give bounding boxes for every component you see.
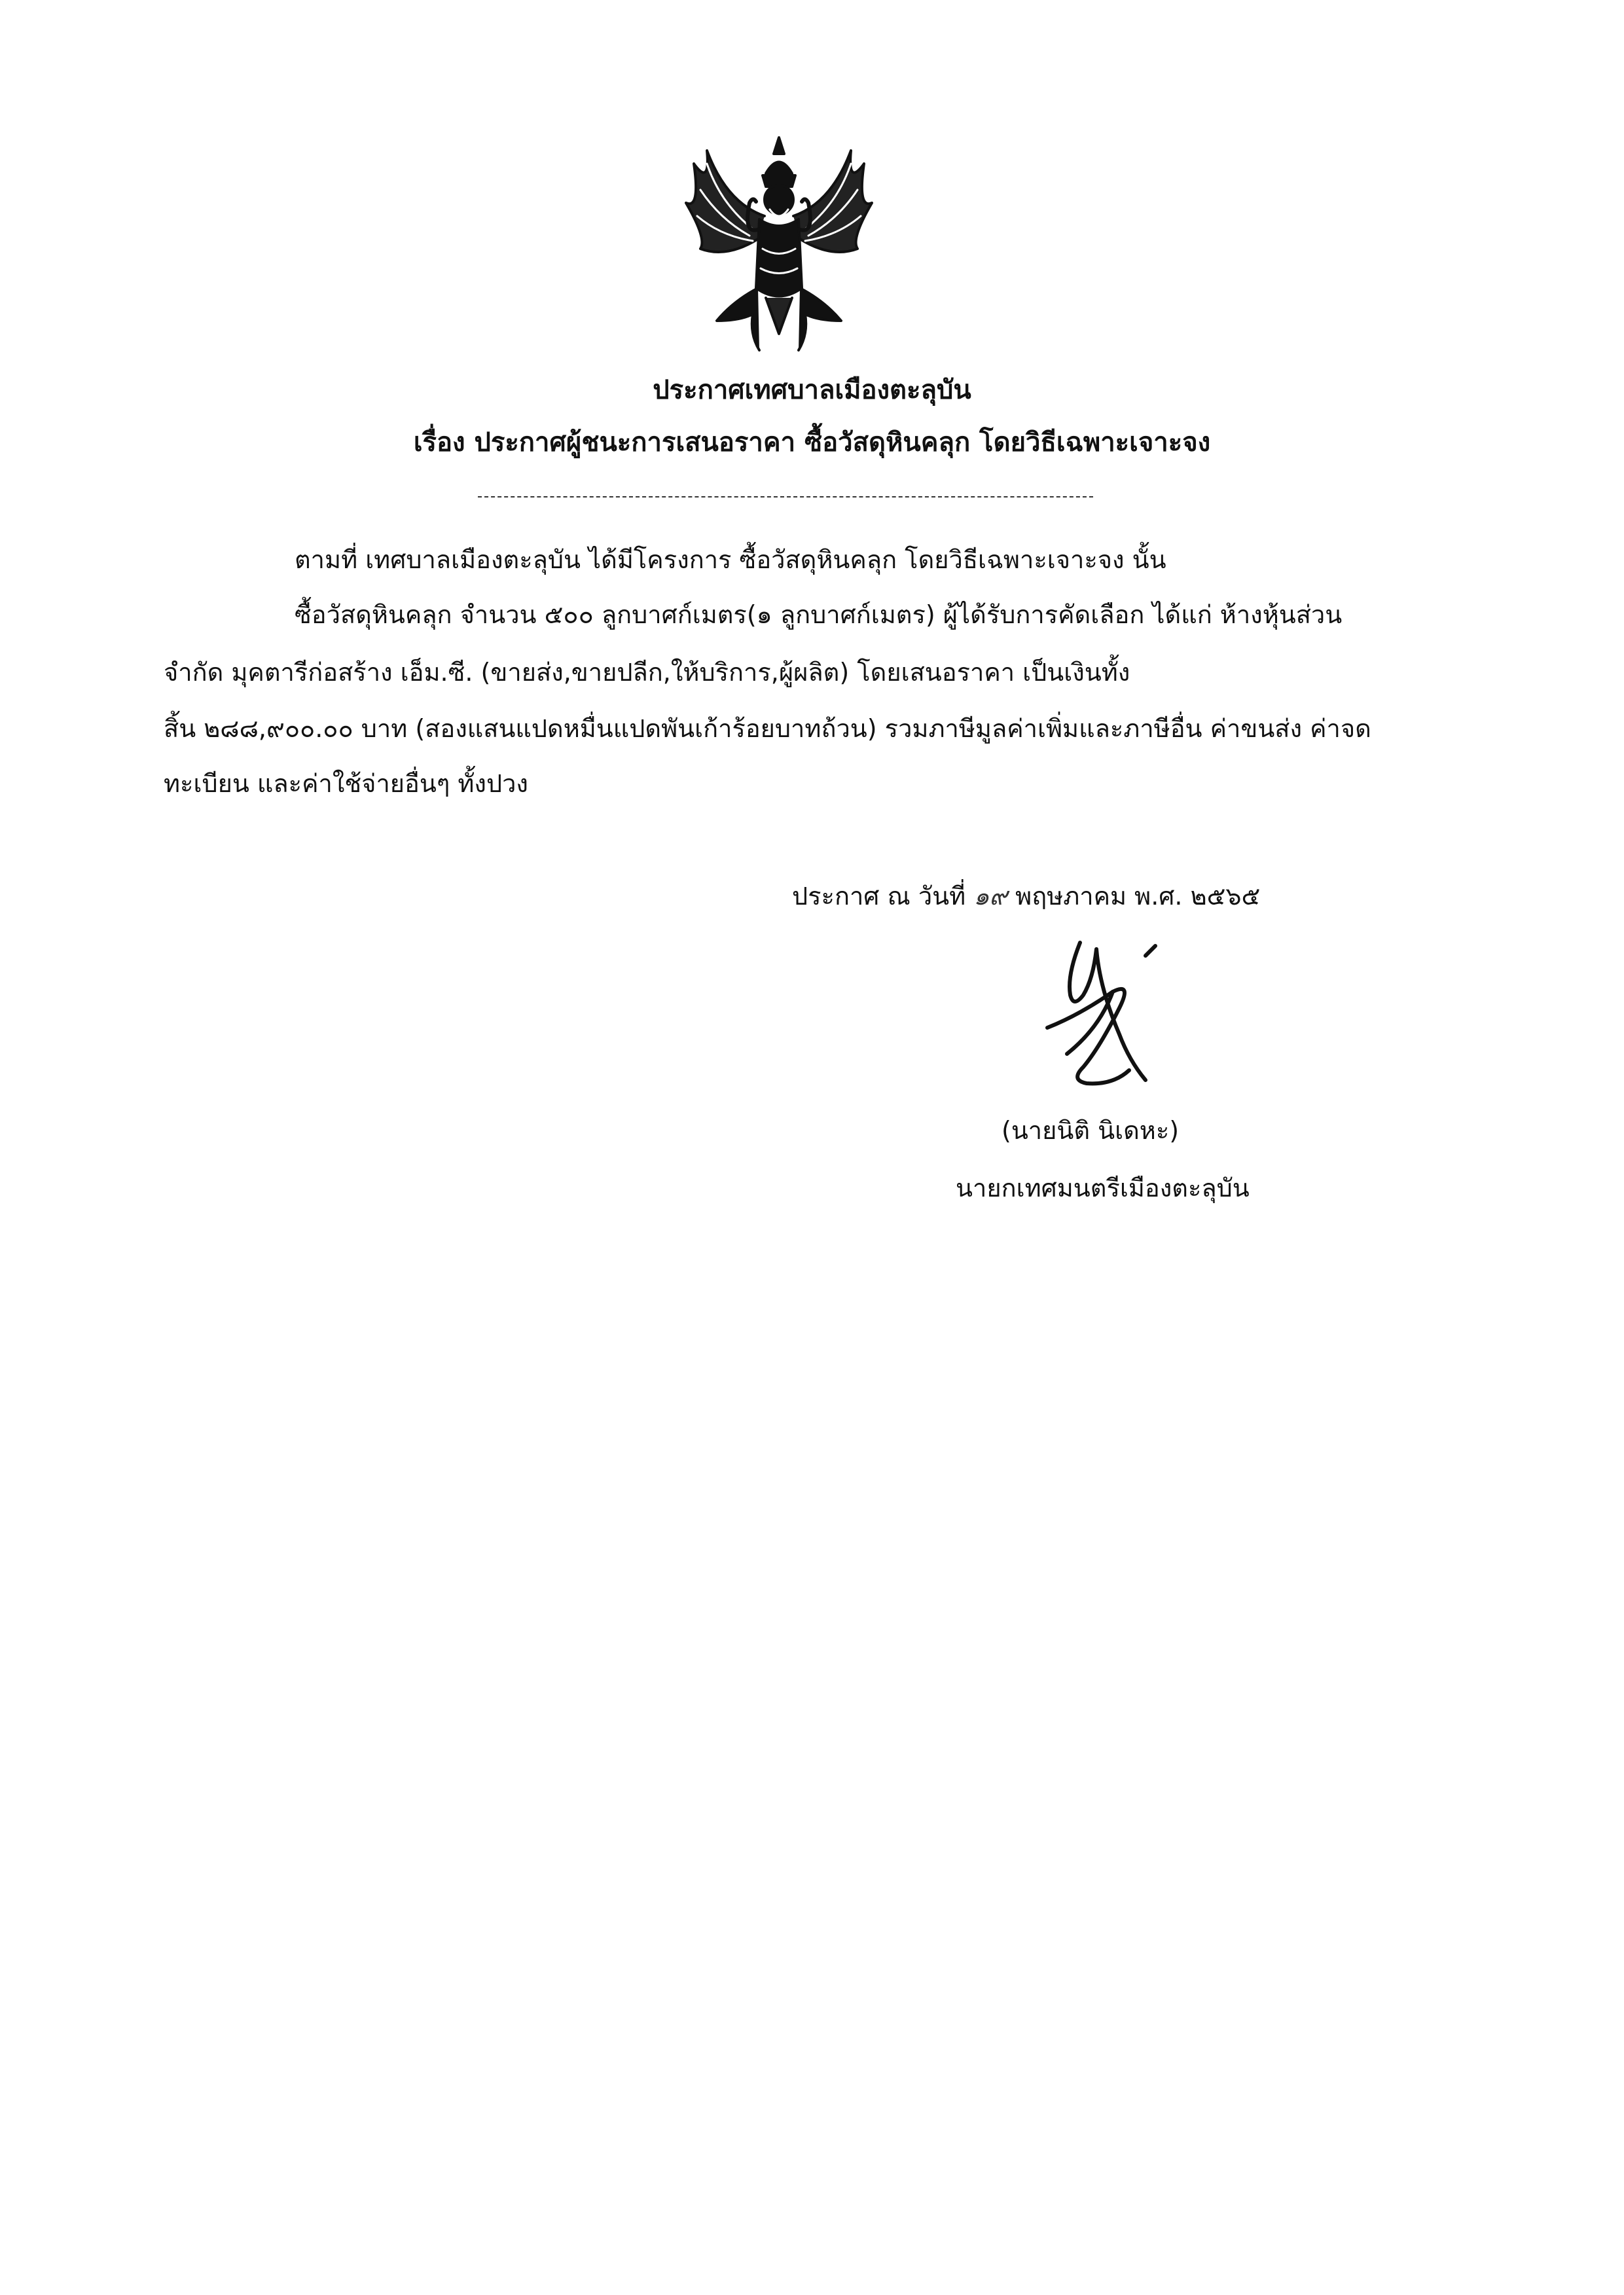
date-day: ๑๙	[973, 882, 1008, 911]
date-month-year: พฤษภาคม พ.ศ. ๒๕๖๕	[1015, 882, 1261, 911]
body-line-2: ซื้อวัสดุหินคลุก จำนวน ๕๐๐ ลูกบาศก์เมตร(๑ ลูกบาศก์เมตร) ผู้ได้รับการคัดเลือก ได้แก่ ห้างหุ้นส่วน	[295, 600, 1343, 629]
announcement-date	[792, 878, 1260, 914]
body-line-3: จำกัด มุคตารีก่อสร้าง เอ็ม.ซี. (ขายส่ง,ขายปลีก,ให้บริการ,ผู้ผลิต) โดยเสนอราคา เป็นเงินทั้ง	[164, 658, 1130, 687]
body-line-4: สิ้น ๒๘๘,๙๐๐.๐๐ บาท (สองแสนแปดหมื่นแปดพันเก้าร้อยบาทถ้วน) รวมภาษีมูลค่าเพิ่มและภาษีอื่น ค่าขนส่ง ค่าจด	[164, 714, 1371, 743]
body-line-1: ตามที่ เทศบาลเมืองตะลุบัน ได้มีโครงการ ซื้อวัสดุหินคลุก โดยวิธีเฉพาะเจาะจง นั้น	[295, 545, 1166, 574]
separator-rule	[478, 496, 1093, 497]
signer-name: (นายนิติ นิเดหะ)	[1001, 1116, 1180, 1145]
garuda-emblem-icon	[681, 124, 877, 360]
date-prefix: ประกาศ ณ วันที่	[792, 882, 966, 911]
document-title: ประกาศเทศบาลเมืองตะลุบัน	[653, 375, 971, 405]
document-subject: เรื่อง ประกาศผู้ชนะการเสนอราคา ซื้อวัสดุหินคลุก โดยวิธีเฉพาะเจาะจง	[413, 427, 1211, 458]
signer-position: นายกเทศมนตรีเมืองตะลุบัน	[956, 1174, 1250, 1202]
body-line-5: ทะเบียน และค่าใช้จ่ายอื่นๆ ทั้งปวง	[164, 769, 528, 798]
handwritten-signature-icon	[1021, 930, 1191, 1100]
